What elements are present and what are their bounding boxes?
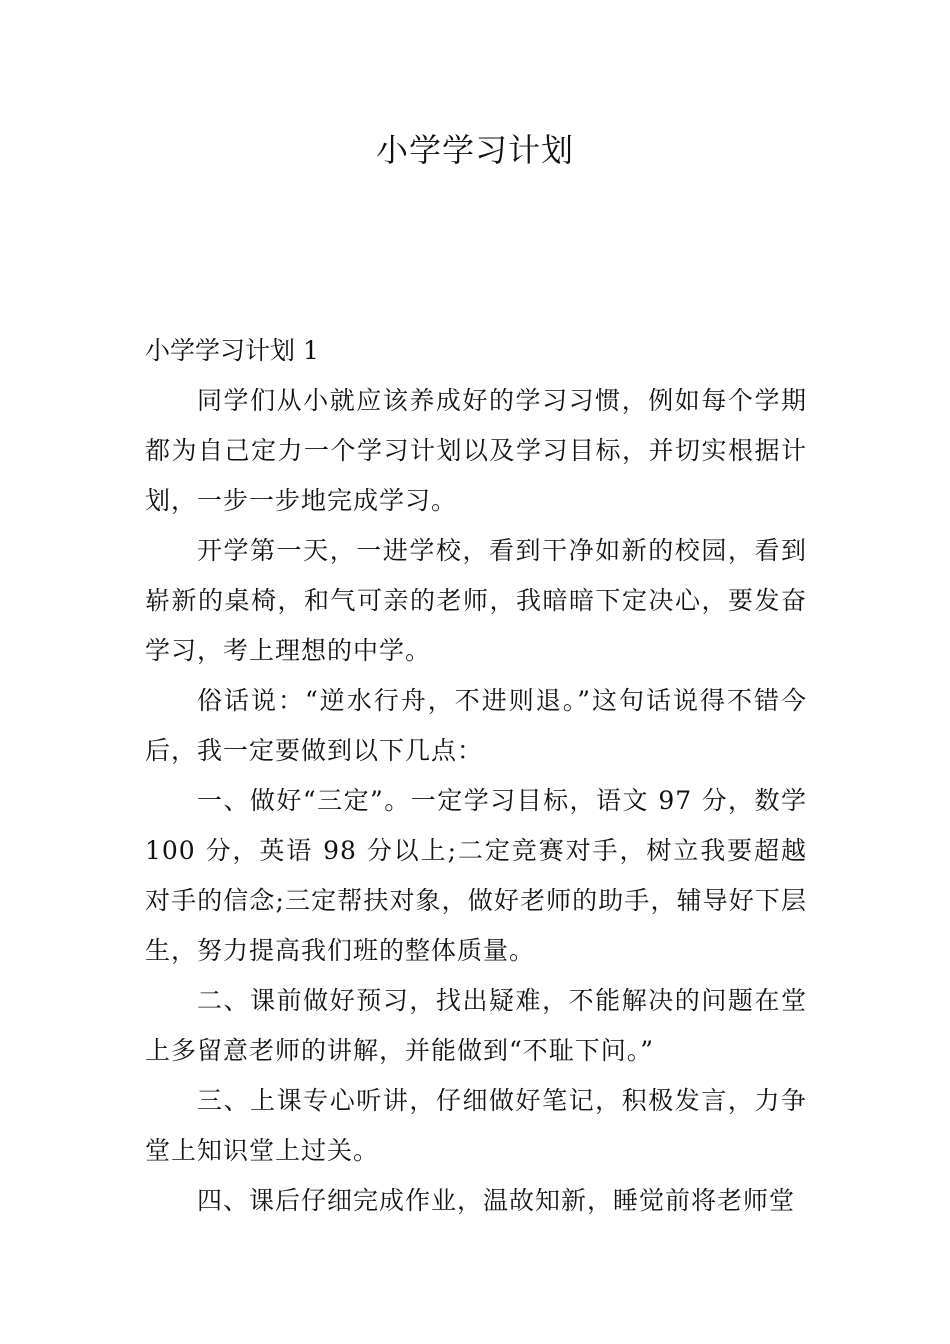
paragraph-point-three: 三、上课专心听讲，仔细做好笔记，积极发言，力争堂上知识堂上过关。 — [145, 1086, 807, 1165]
paragraph-point-four: 四、课后仔细完成作业，温故知新，睡觉前将老师堂 — [197, 1186, 796, 1215]
paragraph-proverb: 俗话说：“逆水行舟，不进则退。”这句话说得不错今后，我一定要做到以下几点： — [145, 686, 807, 765]
document-body — [145, 326, 807, 1226]
paragraph-point-two: 二、课前做好预习，找出疑难，不能解决的问题在堂上多留意老师的讲解，并能做到“不耻下问。” — [145, 986, 807, 1065]
document-title: 小学学习计划 — [375, 131, 574, 169]
paragraph-first-day: 开学第一天，一进学校，看到干净如新的校园，看到崭新的桌椅，和气可亲的老师，我暗暗下定决心，要发奋学习，考上理想的中学。 — [145, 536, 807, 665]
paragraph-intro: 同学们从小就应该养成好的学习习惯，例如每个学期都为自己定力一个学习计划以及学习目标，并切实根据计划，一步一步地完成学习。 — [145, 386, 807, 515]
paragraph-point-one: 一、做好“三定”。一定学习目标，语文 97 分，数学 100 分，英语 98 分以上;二定竞赛对手，树立我要超越对手的信念;三定帮扶对象，做好老师的助手，辅导好下层生，努力提高我们班的整体质量。 — [145, 786, 807, 965]
section-heading: 小学学习计划 1 — [145, 336, 319, 365]
